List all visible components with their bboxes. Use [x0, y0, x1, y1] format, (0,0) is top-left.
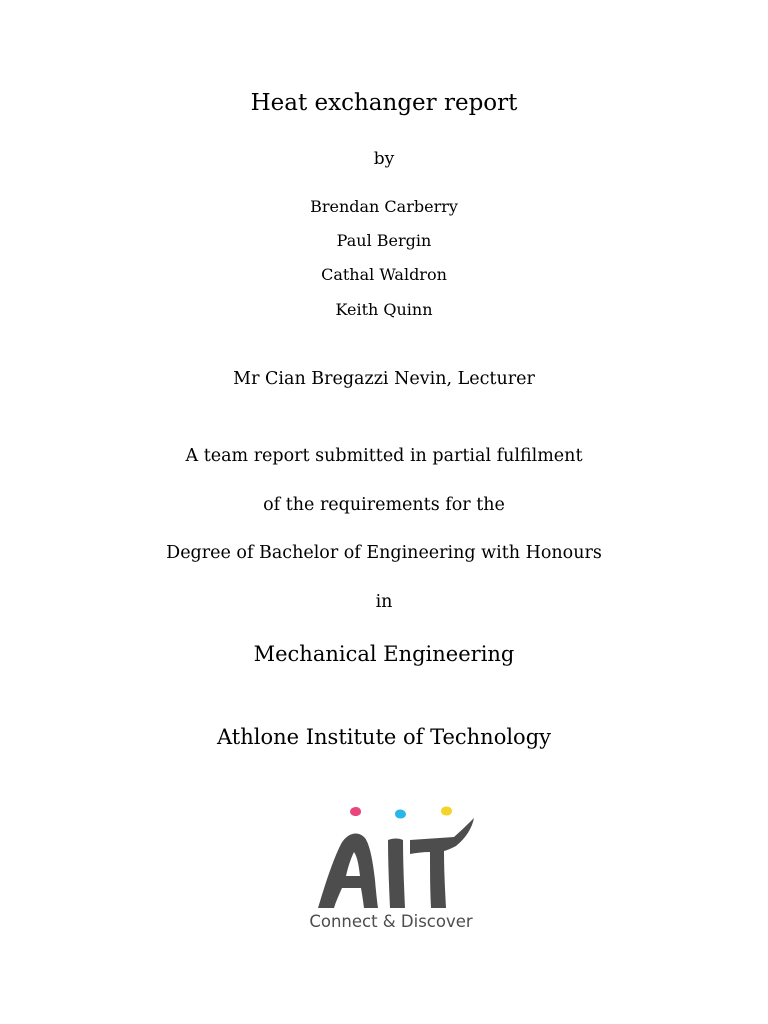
letter-a-mark — [318, 833, 378, 908]
submission-statement-line: A team report submitted in partial fulfilment — [185, 446, 583, 466]
letter-t-mark — [410, 818, 474, 908]
cyan-dot-icon — [395, 810, 406, 819]
yellow-dot-icon — [441, 807, 452, 816]
letter-i-mark — [388, 839, 405, 909]
author-name: Paul Bergin — [336, 231, 432, 250]
submission-statement-line: in — [375, 592, 393, 612]
ait-logo-icon — [306, 800, 476, 912]
ait-logo — [306, 800, 476, 940]
institute-name: Athlone Institute of Technology — [216, 725, 552, 749]
report-title: Heat exchanger report — [250, 90, 518, 116]
submission-statement-line: of the requirements for the — [263, 495, 505, 515]
author-name: Keith Quinn — [335, 300, 433, 319]
author-name: Cathal Waldron — [321, 265, 447, 284]
by-label: by — [373, 149, 395, 169]
submission-statement-line: Degree of Bachelor of Engineering with Honours — [166, 543, 602, 563]
author-name: Brendan Carberry — [310, 197, 458, 216]
pink-dot-icon — [350, 807, 361, 816]
logo-tagline: Connect & Discover — [309, 912, 473, 931]
discipline-name: Mechanical Engineering — [253, 642, 515, 666]
supervisor-line: Mr Cian Bregazzi Nevin, Lecturer — [233, 369, 535, 389]
